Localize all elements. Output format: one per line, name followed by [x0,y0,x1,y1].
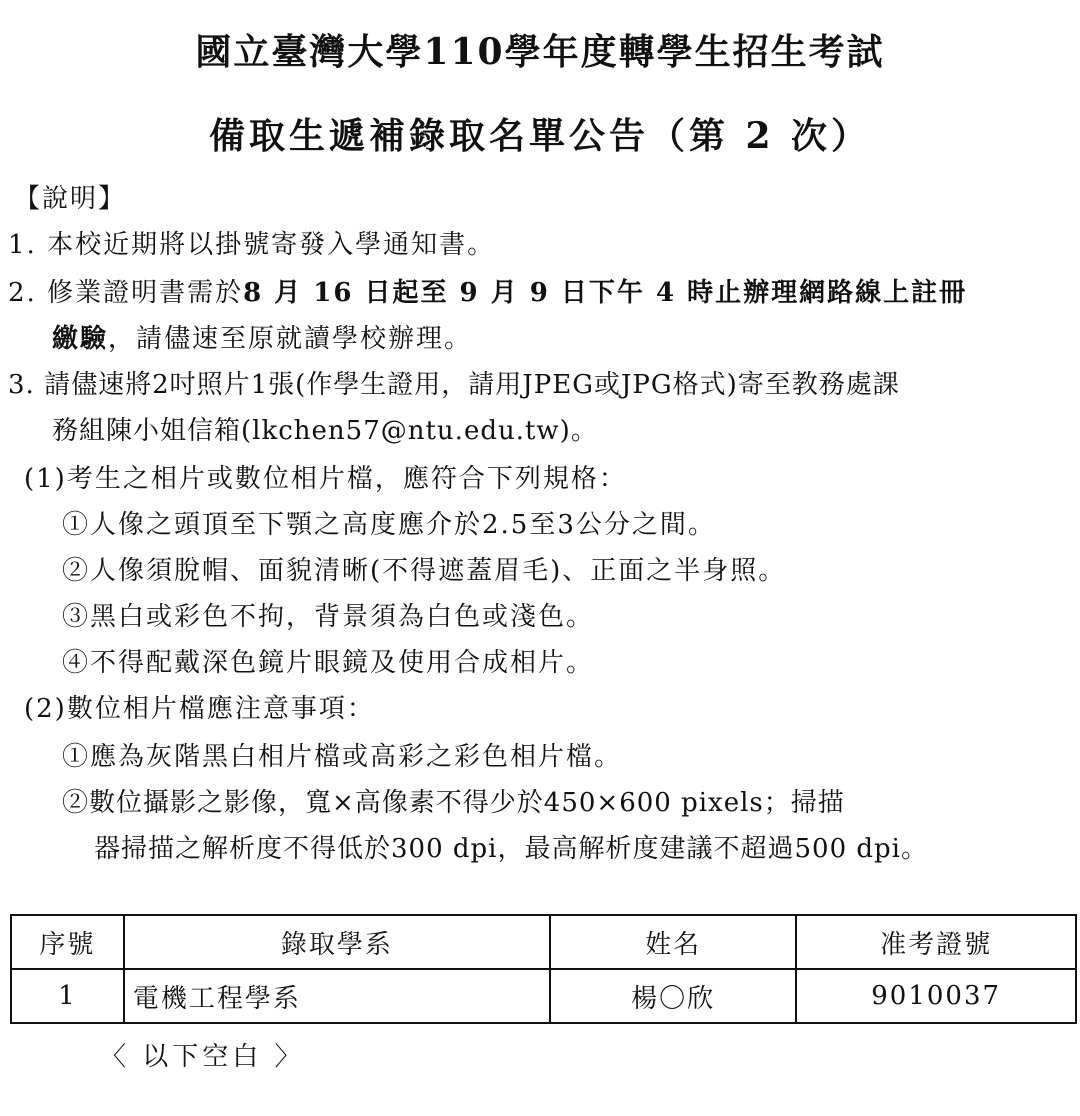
note-item-2-line2 [52,322,472,356]
note-item-3-line2: 務組陳小姐信箱(lkchen57@ntu.edu.tw)。 [52,416,598,446]
cell-department: 電機工程學系 [124,969,550,1023]
digital-photo-heading: (2)數位相片檔應注意事項： [24,694,375,724]
cell-serial: 1 [11,969,124,1023]
digital-photo-item: ②數位攝影之影像，寬×高像素不得少於450×600 pixels；掃描 [62,788,845,818]
note-item-1: 1. 本校近期將以掛號寄發入學通知書。 [8,230,496,260]
table-header-row [11,915,1076,969]
photo-spec-heading: (1)考生之相片或數位相片檔，應符合下列規格： [24,464,627,494]
photo-spec-item: ④不得配戴深色鏡片眼鏡及使用合成相片。 [62,648,595,678]
header-exam-number: 准考證號 [796,915,1076,969]
photo-spec-item: ③黑白或彩色不拘，背景須為白色或淺色。 [62,602,595,632]
admission-table [10,914,1077,1024]
note-item-2-deadline-end: 繳驗 [52,324,109,354]
cell-name: 楊〇欣 [550,969,796,1023]
note-item-2-line1 [8,276,967,310]
header-serial: 序號 [11,915,124,969]
header-department: 錄取學系 [124,915,550,969]
note-item-2-text: 2. 修業證明書需於 [8,278,244,308]
notes-heading: 【說明】 [14,184,127,214]
photo-spec-item: ②人像須脫帽、面貌清晰(不得遮蓋眉毛)、正面之半身照。 [62,556,787,586]
note-item-2-deadline: 8 月 16 日起至 9 月 9 日下午 4 時止辦理網路線上註冊 [243,278,968,308]
header-name: 姓名 [550,915,796,969]
digital-photo-item: ①應為灰階黑白相片檔或高彩之彩色相片檔。 [62,742,623,772]
table-row [11,969,1076,1023]
note-item-2-text-end: ，請儘速至原就讀學校辦理。 [108,324,473,354]
page-title: 國立臺灣大學110學年度轉學生招生考試 [195,31,885,73]
page-subtitle: 備取生遞補錄取名單公告（第 2 次） [208,115,872,157]
digital-photo-item-cont: 器掃描之解析度不得低於300 dpi，最高解析度建議不超過500 dpi。 [94,834,928,864]
cell-exam-number: 9010037 [796,969,1076,1023]
note-item-3-line1: 3. 請儘速將2吋照片1張(作學生證用，請用JPEG或JPG格式)寄至教務處課 [8,370,900,400]
photo-spec-item: ①人像之頭頂至下顎之高度應介於2.5至3公分之間。 [62,510,716,540]
end-of-list-note: 〈 以下空白 〉 [100,1042,305,1072]
